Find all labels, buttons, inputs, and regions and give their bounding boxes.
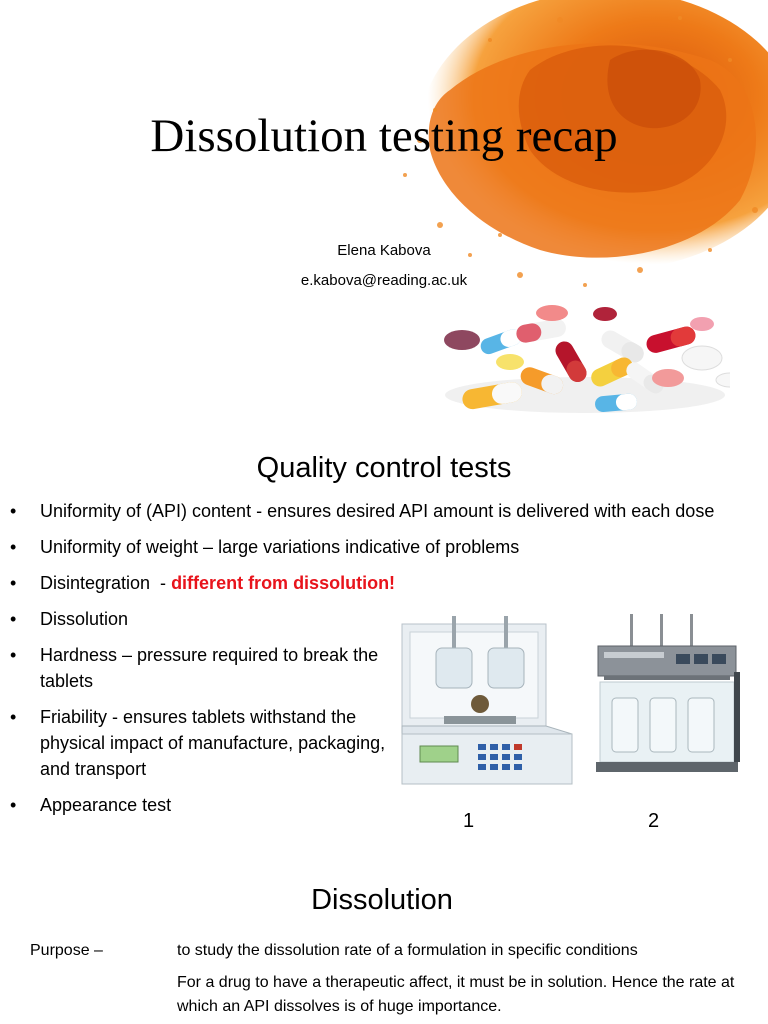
bullet-item: • Uniformity of weight – large variations indicative of problems: [10, 534, 730, 560]
highlight-note: different from dissolution!: [171, 573, 396, 593]
bullet-item: • Hardness – pressure required to break the tablets: [10, 642, 410, 694]
bullet-item: • Disintegration - different from dissolution!: [10, 570, 730, 596]
disintegration-tester-image: [590, 612, 750, 777]
pills-image: [440, 300, 730, 420]
dissolution-slide: [0, 864, 768, 1024]
bullet-item: • Appearance test: [10, 792, 730, 818]
bullet-item: • Friability - ensures tablets withstand the physical impact of manufacture, packaging, and transport: [10, 704, 410, 782]
slide-title: Dissolution testing recap: [150, 110, 618, 162]
dissolution-tester-image: [396, 612, 574, 792]
quality-control-slide: [0, 432, 768, 864]
device-label: 1: [463, 810, 475, 832]
author-name: Elena Kabova: [337, 242, 431, 259]
bullet-item: • Uniformity of (API) content - ensures desired API amount is delivered with each dose: [10, 498, 730, 524]
title-slide: [0, 0, 768, 432]
device-label: 2: [648, 810, 660, 832]
slide-title: Quality control tests: [256, 452, 512, 484]
author-email: e.kabova@reading.ac.uk: [300, 272, 468, 289]
purpose-label: Purpose –: [30, 942, 103, 959]
purpose-detail-text: For a drug to have a therapeutic affect, it must be in solution. Hence the rate at which an API dissolves is of huge importance.: [177, 974, 735, 1015]
slide-title: Dissolution: [311, 884, 453, 916]
bullet-item: • Dissolution: [10, 606, 730, 632]
purpose-text: to study the dissolution rate of a formulation in specific conditions: [177, 942, 638, 959]
